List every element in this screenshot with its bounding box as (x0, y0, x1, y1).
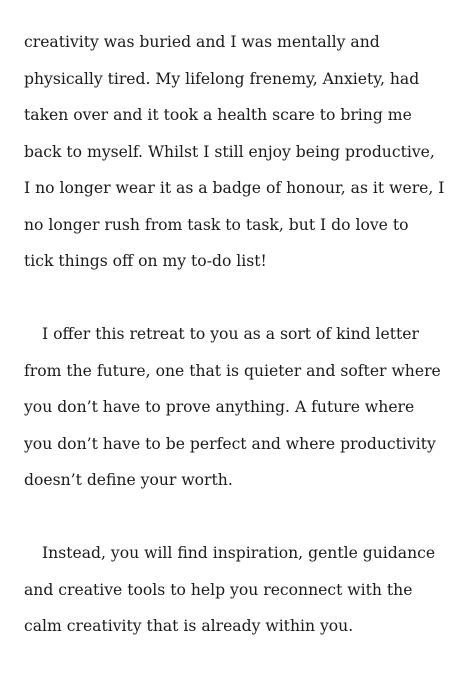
text-line: doesn’t define your worth. (24, 471, 233, 489)
text-line: calm creativity that is already within you. (24, 617, 354, 635)
text-line: physically tired. My lifelong frenemy, Anxiety, had (24, 69, 420, 88)
paragraph-spacer (24, 284, 454, 321)
text-line: back to myself. Whilst I still enjoy being productive, (24, 142, 435, 161)
text-line: Instead, you will find inspiration, gentle guidance (42, 544, 436, 562)
paragraph-3 (24, 539, 454, 649)
text-line: you don’t have to prove anything. A future where (24, 398, 415, 416)
text-line: from the future, one that is quieter and softer where (24, 361, 441, 380)
paragraph-spacer (24, 503, 454, 540)
text-line: tick things off on my to-do list! (24, 252, 267, 270)
paragraph-1 (24, 28, 454, 284)
text-line: creativity was buried and I was mentally and (24, 33, 380, 51)
text-line: and creative tools to help you reconnect with the (24, 580, 413, 599)
paragraph-2 (24, 320, 454, 503)
text-line: taken over and it took a health scare to bring me (24, 106, 412, 124)
text-line: you don’t have to be perfect and where productivity (24, 434, 436, 453)
text-line: I no longer wear it as a badge of honour, as it were, I (24, 179, 445, 197)
text-line: no longer rush from task to task, but I do love to (24, 215, 409, 234)
text-line: I offer this retreat to you as a sort of kind letter (42, 325, 419, 343)
document-page (24, 28, 454, 649)
